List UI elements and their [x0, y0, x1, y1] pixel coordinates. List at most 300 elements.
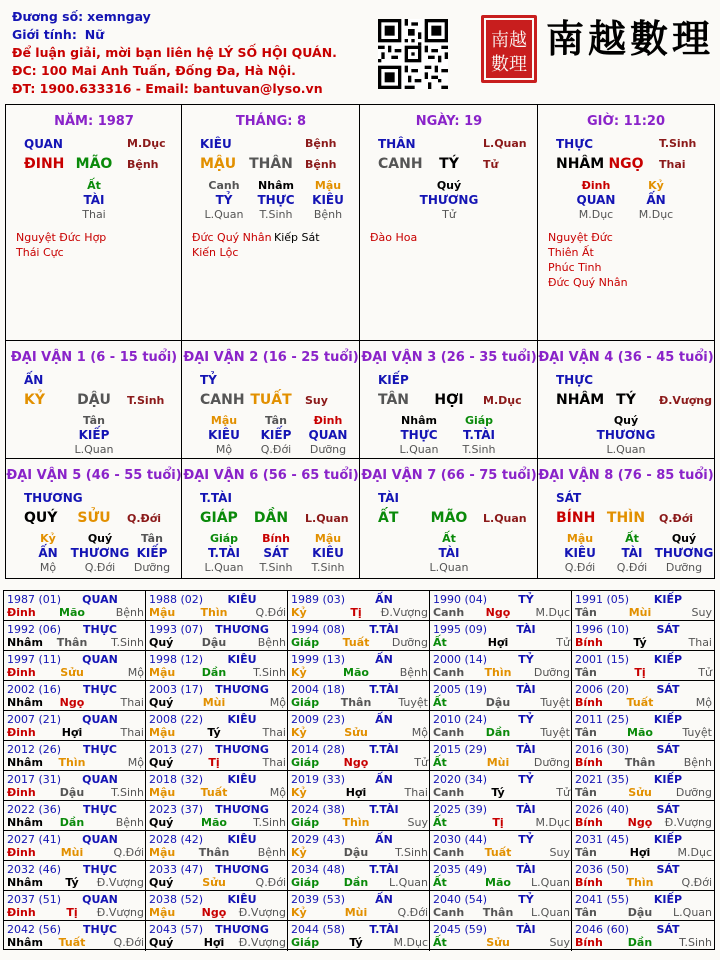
year-god: SÁT — [656, 743, 680, 756]
dai-van-god: T.TÀI — [200, 491, 232, 505]
year-phase: L.Quan — [531, 906, 570, 919]
year-cell — [572, 741, 714, 771]
year-label: 2010 (24) — [433, 713, 488, 726]
dai-van-branch: TUẤT — [250, 392, 292, 408]
year-cell — [146, 831, 288, 861]
year-phase: Q.Đới — [681, 876, 712, 889]
year-phase: Dưỡng — [533, 756, 570, 769]
year-cell — [572, 831, 714, 861]
dai-van-branch: DẦN — [253, 510, 289, 526]
pillar-stem: NHÂM — [556, 156, 605, 172]
year-phase: T.Sinh — [395, 846, 428, 859]
year-branch: Dậu — [485, 696, 511, 709]
year-branch: Hợi — [629, 846, 651, 859]
pillar-cell — [6, 105, 182, 341]
year-label: 2015 (29) — [433, 743, 488, 756]
year-phase: Tuyệt — [540, 696, 570, 709]
year-cell — [4, 921, 146, 951]
year-stem: Giáp — [291, 876, 320, 889]
year-cell — [4, 771, 146, 801]
hidden-god: KIÊU — [312, 546, 344, 560]
year-branch: Tý — [207, 726, 221, 739]
pillar-stem: MẬU — [200, 156, 237, 172]
dai-van-branch: DẬU — [77, 392, 111, 408]
dai-van-phase: Suy — [305, 394, 328, 407]
year-label: 2028 (42) — [149, 833, 204, 846]
year-god: KIẾP — [653, 833, 683, 846]
year-stem: Ất — [433, 816, 447, 829]
year-cell — [4, 831, 146, 861]
year-branch: Thìn — [626, 876, 654, 889]
year-branch: Sửu — [202, 876, 226, 889]
dai-van-god: KIẾP — [378, 373, 409, 387]
year-phase: T.Sinh — [253, 816, 286, 829]
dai-van-phase: Đ.Vượng — [659, 394, 713, 407]
year-branch: Tý — [349, 936, 363, 949]
year-cell — [4, 861, 146, 891]
hidden-god: T.TÀI — [463, 428, 495, 442]
year-phase: Tử — [414, 756, 428, 769]
dai-van-stem: BÍNH — [556, 510, 596, 526]
year-label: 2032 (46) — [7, 863, 62, 876]
pillar-god: QUAN — [24, 137, 63, 151]
year-stem: Tân — [575, 786, 597, 799]
year-branch: Thìn — [484, 666, 512, 679]
year-god: QUAN — [82, 593, 118, 606]
year-stem: Kỷ — [291, 606, 307, 619]
year-cell — [146, 651, 288, 681]
hidden-phase: Dưỡng — [309, 443, 347, 456]
year-cell — [430, 831, 572, 861]
year-cell — [4, 711, 146, 741]
dai-van-phase: T.Sinh — [127, 394, 165, 407]
year-phase: T.Sinh — [679, 936, 712, 949]
owner-value: xemngay — [87, 9, 151, 24]
year-god: TÀI — [516, 743, 536, 756]
hidden-god: THƯƠNG — [419, 193, 479, 207]
year-branch: Mùi — [202, 696, 226, 709]
dai-van-title: ĐẠI VẬN 4 (36 - 45 tuổi) — [538, 350, 714, 365]
year-phase: Mộ — [127, 666, 144, 679]
year-god: THƯƠNG — [215, 683, 269, 696]
year-stem: Mậu — [149, 606, 176, 619]
year-phase: T.Sinh — [111, 786, 144, 799]
year-stem: Nhâm — [7, 936, 43, 949]
year-god: T.TÀI — [369, 683, 399, 696]
year-phase: Bệnh — [683, 756, 712, 769]
year-label: 2046 (60) — [575, 923, 630, 936]
year-cell — [430, 711, 572, 741]
year-cell — [572, 651, 714, 681]
year-phase: Mộ — [269, 786, 286, 799]
year-branch: Tý — [633, 636, 647, 649]
year-god: THỰC — [83, 923, 117, 936]
year-stem: Ất — [433, 636, 447, 649]
year-stem: Quý — [149, 756, 174, 769]
pillar-note: Đức Quý Nhân — [192, 231, 272, 244]
pillar-note: Nguyệt Đức — [548, 231, 613, 244]
year-god: TỶ — [518, 713, 534, 726]
dai-van-cell — [538, 459, 714, 578]
year-stem: Mậu — [149, 846, 176, 859]
year-cell — [146, 591, 288, 621]
year-label: 2035 (49) — [433, 863, 488, 876]
pillar-note: Kiến Lộc — [192, 246, 239, 259]
year-branch: Tuất — [58, 936, 86, 949]
dai-van-phase: M.Dục — [483, 394, 522, 407]
dai-van-god: ẤN — [24, 373, 44, 387]
year-phase: Thai — [688, 636, 712, 649]
year-phase: Thai — [404, 786, 428, 799]
year-label: 2026 (40) — [575, 803, 630, 816]
year-label: 1987 (01) — [7, 593, 62, 606]
year-cell — [430, 591, 572, 621]
hidden-stem: Quý — [613, 414, 639, 427]
year-god: TỶ — [518, 893, 534, 906]
year-branch: Thân — [482, 906, 514, 919]
year-label: 2011 (25) — [575, 713, 630, 726]
year-god: THỰC — [83, 863, 117, 876]
year-god: SÁT — [656, 923, 680, 936]
year-phase: Mộ — [695, 696, 712, 709]
dai-van-title: ĐẠI VẬN 2 (16 - 25 tuổi) — [183, 350, 359, 365]
year-branch: Mùi — [60, 846, 84, 859]
hidden-stem: Kỷ — [648, 179, 664, 192]
pillar-branch: TÝ — [439, 156, 459, 172]
year-label: 1988 (02) — [149, 593, 204, 606]
year-god: ẤN — [375, 593, 393, 606]
year-stem: Quý — [149, 936, 174, 949]
year-label: 1991 (05) — [575, 593, 630, 606]
year-branch: Tị — [208, 756, 220, 769]
dai-van-branch: SỬU — [77, 510, 111, 526]
dai-van-phase: L.Quan — [305, 512, 349, 525]
year-label: 2023 (37) — [149, 803, 204, 816]
year-god: ẤN — [375, 773, 393, 786]
year-stem: Quý — [149, 696, 174, 709]
hidden-phase: Mộ — [39, 561, 57, 574]
year-cell — [572, 891, 714, 921]
year-cell — [146, 891, 288, 921]
hidden-god: TỶ — [215, 193, 233, 207]
year-branch: Tị — [66, 906, 78, 919]
year-god: TỶ — [518, 593, 534, 606]
year-god: KIÊU — [227, 593, 257, 606]
year-stem: Giáp — [291, 696, 320, 709]
year-god: QUAN — [82, 893, 118, 906]
year-stem: Canh — [433, 666, 465, 679]
year-stem: Nhâm — [7, 876, 43, 889]
year-label: 1997 (11) — [7, 653, 62, 666]
dai-van-stem: TÂN — [378, 392, 410, 408]
year-stem: Kỷ — [291, 666, 307, 679]
pillar-cell — [360, 105, 538, 341]
year-stem: Canh — [433, 786, 465, 799]
hidden-stem: Mậu — [566, 532, 594, 545]
hidden-stem: Canh — [208, 179, 240, 192]
year-branch: Sửu — [486, 936, 510, 949]
year-phase: Bệnh — [115, 816, 144, 829]
year-branch: Thìn — [58, 756, 86, 769]
year-label: 2000 (14) — [433, 653, 488, 666]
year-phase: Bệnh — [399, 666, 428, 679]
year-cell — [572, 621, 714, 651]
year-stem: Kỷ — [291, 786, 307, 799]
hidden-stem: Mậu — [314, 179, 342, 192]
dai-van-stem: KỶ — [24, 392, 45, 408]
hidden-stem: Ất — [442, 532, 456, 545]
year-god: KIÊU — [227, 713, 257, 726]
year-branch: Mão — [59, 606, 85, 619]
year-stem: Giáp — [291, 756, 320, 769]
year-branch: Mùi — [344, 906, 368, 919]
year-stem: Canh — [433, 846, 465, 859]
pillar-note: Kiếp Sát — [274, 231, 320, 244]
year-branch: Tý — [491, 786, 505, 799]
year-branch: Thân — [624, 756, 656, 769]
hidden-god: KIẾP — [260, 428, 292, 442]
pillar-title: NGÀY: 19 — [415, 114, 483, 129]
dai-van-stem: ẤT — [378, 510, 399, 526]
year-branch: Dậu — [343, 846, 369, 859]
hidden-god: THƯƠNG — [654, 546, 714, 560]
year-label: 1999 (13) — [291, 653, 346, 666]
brand-logo: 南越數理 — [546, 16, 715, 61]
year-god: TÀI — [516, 803, 536, 816]
year-label: 1998 (12) — [149, 653, 204, 666]
hidden-phase: T.Sinh — [311, 561, 345, 574]
year-label: 2039 (53) — [291, 893, 346, 906]
hidden-god: ẤN — [38, 546, 58, 560]
year-label: 2014 (28) — [291, 743, 346, 756]
year-stem: Kỷ — [291, 726, 307, 739]
year-god: THƯƠNG — [215, 803, 269, 816]
year-god: QUAN — [82, 833, 118, 846]
year-label: 1996 (10) — [575, 623, 630, 636]
year-branch: Mão — [485, 876, 511, 889]
year-stem: Bính — [575, 936, 603, 949]
dai-van-title: ĐẠI VẬN 5 (46 - 55 tuổi) — [6, 468, 182, 483]
pillar-phase: Thai — [659, 158, 686, 171]
year-branch: Hợi — [203, 936, 225, 949]
year-stem: Ất — [433, 876, 447, 889]
hidden-stem: Tân — [141, 532, 163, 545]
hidden-god: THỰC — [257, 193, 295, 207]
dai-van-god: TỶ — [200, 373, 217, 387]
year-cell — [4, 741, 146, 771]
year-cell — [4, 591, 146, 621]
year-phase: M.Dục — [535, 816, 570, 829]
pillar-note: Đức Quý Nhân — [548, 276, 628, 289]
hidden-phase: L.Quan — [606, 443, 646, 456]
year-god: QUAN — [82, 773, 118, 786]
pillar-title: THÁNG: 8 — [235, 114, 307, 129]
hidden-god: THỰC — [400, 428, 438, 442]
year-branch: Thân — [198, 846, 230, 859]
year-phase: Dưỡng — [533, 666, 570, 679]
year-cell — [4, 891, 146, 921]
year-stem: Quý — [149, 816, 174, 829]
year-label: 2040 (54) — [433, 893, 488, 906]
year-god: THƯƠNG — [215, 863, 269, 876]
year-branch: Mão — [343, 666, 369, 679]
hidden-phase: T.Sinh — [259, 561, 293, 574]
dai-van-god: TÀI — [378, 491, 400, 505]
year-branch: Dậu — [627, 906, 653, 919]
year-branch: Ngọ — [485, 606, 511, 619]
hidden-stem: Đinh — [581, 179, 611, 192]
year-phase: Suy — [691, 606, 712, 619]
year-god: THỰC — [83, 743, 117, 756]
hidden-phase: L.Quan — [429, 561, 469, 574]
year-branch: Tuất — [200, 786, 228, 799]
year-branch: Dần — [59, 816, 85, 829]
year-phase: Suy — [549, 936, 570, 949]
pillar-stem: CANH — [378, 156, 423, 172]
dai-van-stem: QUÝ — [24, 510, 58, 526]
hidden-phase: M.Dục — [578, 208, 614, 221]
year-stem: Đinh — [7, 666, 36, 679]
year-branch: Sửu — [628, 786, 652, 799]
year-label: 2027 (41) — [7, 833, 62, 846]
pillar-title: GIỜ: 11:20 — [587, 114, 665, 129]
dai-van-cell — [6, 341, 182, 459]
hidden-phase: Q.Đới — [260, 443, 292, 456]
year-label: 2009 (23) — [291, 713, 346, 726]
year-label: 2016 (30) — [575, 743, 630, 756]
year-cell — [430, 801, 572, 831]
gender-label: Giới tính: — [12, 27, 77, 42]
year-stem: Ất — [433, 756, 447, 769]
year-label: 2036 (50) — [575, 863, 630, 876]
year-god: TÀI — [516, 683, 536, 696]
year-stem: Đinh — [7, 786, 36, 799]
year-label: 2041 (55) — [575, 893, 630, 906]
year-branch: Tý — [65, 876, 79, 889]
year-branch: Sửu — [60, 666, 84, 679]
address-line: ĐC: 100 Mai Anh Tuấn, Đống Đa, Hà Nội. — [12, 63, 296, 78]
year-phase: Bệnh — [115, 606, 144, 619]
pillar-note: Thái Cực — [16, 246, 64, 259]
year-phase: Thai — [262, 726, 286, 739]
year-god: TỶ — [518, 773, 534, 786]
year-cell — [288, 681, 430, 711]
year-cell — [4, 651, 146, 681]
year-branch: Dần — [343, 876, 369, 889]
year-label: 2037 (51) — [7, 893, 62, 906]
pillar-god: THỰC — [556, 137, 594, 151]
year-cell — [572, 861, 714, 891]
hidden-stem: Tân — [83, 414, 105, 427]
year-cell — [288, 891, 430, 921]
dai-van-branch: MÃO — [430, 510, 468, 526]
year-phase: Đ.Vượng — [96, 906, 144, 919]
year-phase: Mộ — [127, 756, 144, 769]
hidden-phase: Q.Đới — [84, 561, 116, 574]
year-branch: Tị — [350, 606, 362, 619]
hidden-god: KIẾP — [136, 546, 168, 560]
year-cell — [288, 621, 430, 651]
year-branch: Hợi — [345, 786, 367, 799]
year-phase: Đ.Vượng — [96, 876, 144, 889]
year-phase: Q.Đới — [397, 906, 428, 919]
dai-van-god: THỰC — [556, 373, 594, 387]
year-phase: Thai — [262, 756, 286, 769]
year-god: T.TÀI — [369, 743, 399, 756]
year-god: T.TÀI — [369, 803, 399, 816]
dai-van-phase: L.Quan — [483, 512, 527, 525]
hidden-phase: L.Quan — [204, 208, 244, 221]
year-stem: Mậu — [149, 906, 176, 919]
year-god: ẤN — [375, 653, 393, 666]
year-phase: T.Sinh — [253, 666, 286, 679]
hidden-phase: Bệnh — [313, 208, 343, 221]
svg-text:數理: 數理 — [491, 54, 527, 75]
year-phase: Đ.Vượng — [380, 606, 428, 619]
pillar-note: Nguyệt Đức Hợp — [16, 231, 107, 244]
pillar-branch: NGỌ — [608, 156, 644, 172]
hidden-god: QUAN — [576, 193, 616, 207]
hidden-stem: Quý — [671, 532, 697, 545]
year-label: 2033 (47) — [149, 863, 204, 876]
year-stem: Đinh — [7, 726, 36, 739]
year-stem: Bính — [575, 876, 603, 889]
dai-van-cell — [6, 459, 182, 578]
year-label: 2008 (22) — [149, 713, 204, 726]
hidden-god: TÀI — [83, 193, 105, 207]
year-cell — [146, 921, 288, 951]
year-branch: Ngọ — [343, 756, 369, 769]
dai-van-title: ĐẠI VẬN 8 (76 - 85 tuổi) — [538, 468, 714, 483]
year-god: TỶ — [518, 653, 534, 666]
year-phase: Suy — [407, 816, 428, 829]
year-phase: M.Dục — [535, 606, 570, 619]
pillar-phase: Tử — [483, 158, 499, 171]
year-phase: Bệnh — [257, 636, 286, 649]
year-phase: Đ.Vượng — [238, 936, 286, 949]
hidden-stem: Nhâm — [401, 414, 437, 427]
year-god: KIẾP — [653, 593, 683, 606]
year-stem: Canh — [433, 606, 465, 619]
hidden-stem: Bính — [262, 532, 290, 545]
year-label: 1994 (08) — [291, 623, 346, 636]
year-cell — [288, 831, 430, 861]
hidden-phase: Q.Đới — [616, 561, 648, 574]
year-god: T.TÀI — [369, 923, 399, 936]
year-label: 2005 (19) — [433, 683, 488, 696]
contact-line: Để luận giải, mời bạn liên hệ LÝ SỐ HỘI QUÁN. — [12, 45, 337, 60]
year-stem: Tân — [575, 726, 597, 739]
year-label: 2012 (26) — [7, 743, 62, 756]
year-phase: L.Quan — [673, 906, 712, 919]
year-cell — [430, 651, 572, 681]
hidden-god: THƯƠNG — [596, 428, 656, 442]
hidden-phase: Dưỡng — [133, 561, 171, 574]
hidden-stem: Đinh — [313, 414, 343, 427]
dai-van-phase: Q.Đới — [659, 512, 694, 525]
year-label: 2006 (20) — [575, 683, 630, 696]
hidden-stem: Tân — [265, 414, 287, 427]
dai-van-cell — [182, 459, 360, 578]
year-label: 2013 (27) — [149, 743, 204, 756]
year-label: 2002 (16) — [7, 683, 62, 696]
hidden-phase: Tử — [442, 208, 456, 221]
pillar-branch: MÃO — [75, 156, 113, 172]
hidden-god: KIÊU — [312, 193, 344, 207]
hidden-god: TÀI — [438, 546, 460, 560]
year-god: QUAN — [82, 713, 118, 726]
dai-van-branch: THÌN — [606, 510, 646, 526]
